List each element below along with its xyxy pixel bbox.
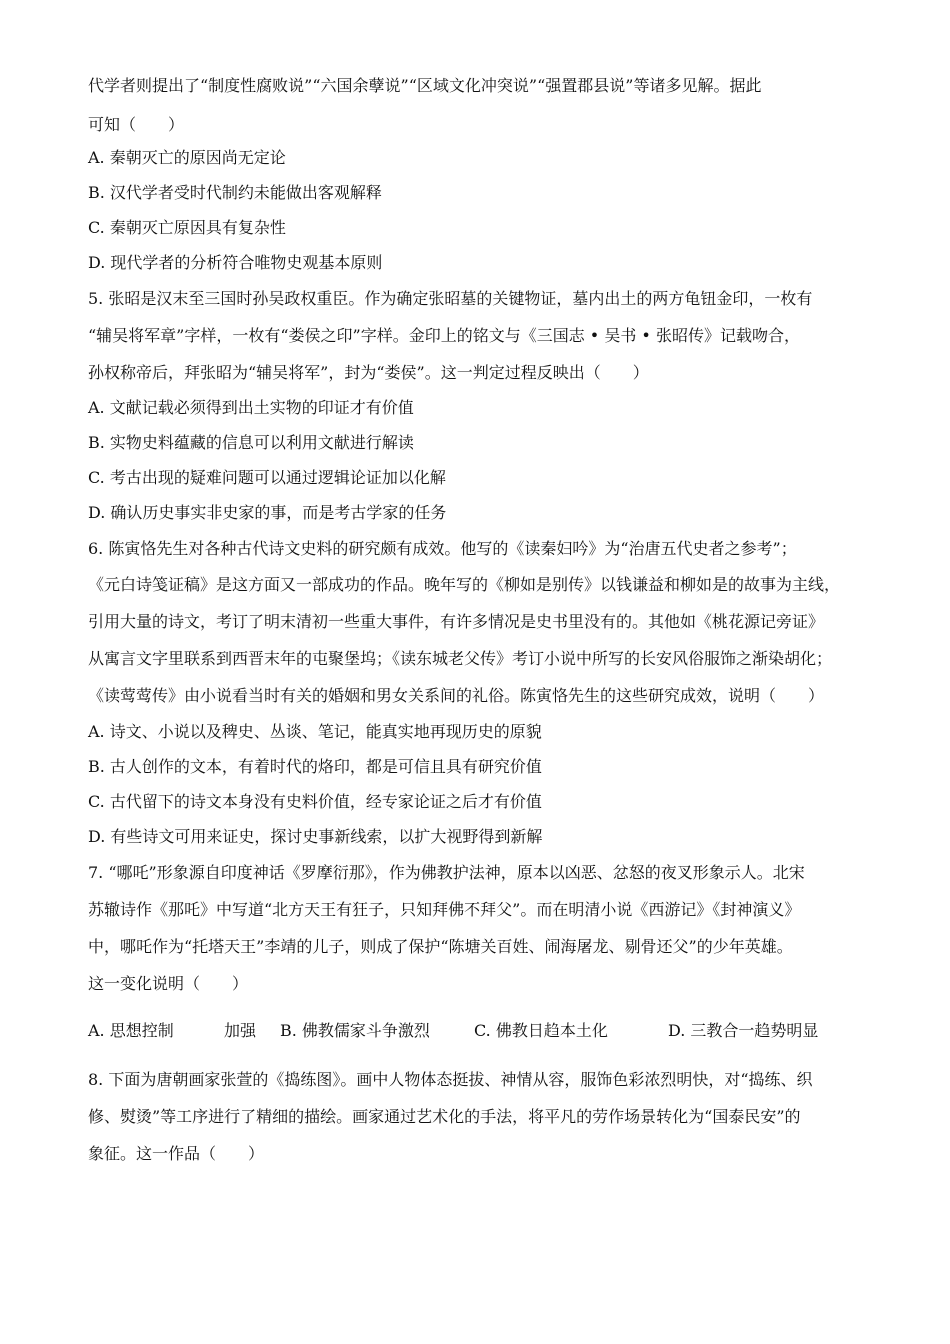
q5-stem-line-2: “辅吴将军章”字样，一枚有“娄侯之印”字样。金印上的铭文与《三国志 • 吴书 • 张昭传》记载吻合， <box>88 326 800 345</box>
q6-option-b: B. 古人创作的文本，有着时代的烙印，都是可信且具有研究价值 <box>88 757 542 776</box>
q7-option-a-tail: 加强 <box>224 1021 257 1040</box>
q7-option-b: B. 佛教儒家斗争激烈 <box>280 1021 430 1040</box>
q7-stem-line-3: 中，哪吒作为“托塔天王”李靖的儿子，则成了保护“陈塘关百姓、闹海屠龙、剔骨还父”的少年英雄。 <box>88 937 793 956</box>
q5-stem-line-1: 5. 张昭是汉末至三国时孙吴政权重臣。作为确定张昭墓的关键物证，墓内出土的两方龟钮金印，一枚有 <box>88 289 813 308</box>
q8-stem-line-1: 8. 下面为唐朝画家张萱的《捣练图》。画中人物体态挺拔、神情从容，服饰色彩浓烈明快，对“捣练、织 <box>88 1070 813 1089</box>
q6-stem-line-1: 6. 陈寅恪先生对各种古代诗文史料的研究颇有成效。他写的《读秦妇吟》为“治唐五代史者之参考”； <box>88 539 797 558</box>
q7-stem-line-1: 7. “哪吒”形象源自印度神话《罗摩衍那》，作为佛教护法神，原本以凶恶、忿怒的夜叉形象示人。北宋 <box>88 863 805 882</box>
q6-stem-line-2: 《元白诗笺证稿》是这方面又一部成功的作品。晚年写的《柳如是别传》以钱谦益和柳如是的故事为主线， <box>88 575 841 594</box>
q8-stem-line-2: 修、熨烫”等工序进行了精细的描绘。画家通过艺术化的手法，将平凡的劳作场景转化为“国泰民安”的 <box>88 1107 801 1126</box>
q7-option-d: D. 三教合一趋势明显 <box>668 1021 819 1040</box>
q4-option-a: A. 秦朝灭亡的原因尚无定论 <box>88 148 286 167</box>
q4-stem-line-1: 代学者则提出了“制度性腐败说”“六国余孽说”“区域文化冲突说”“强置郡县说”等诸多见解。据此 <box>88 76 762 95</box>
q6-option-a: A. 诗文、小说以及稗史、丛谈、笔记，能真实地再现历史的原貌 <box>88 722 542 741</box>
q5-stem-line-3: 孙权称帝后，拜张昭为“辅吴将军”，封为“娄侯”。这一判定过程反映出（ ） <box>88 363 649 382</box>
q5-option-d: D. 确认历史事实非史家的事，而是考古学家的任务 <box>88 503 447 522</box>
q6-stem-line-3: 引用大量的诗文，考订了明末清初一些重大事件，有许多情况是史书里没有的。其他如《桃花源记旁证》 <box>88 612 825 631</box>
q4-option-c: C. 秦朝灭亡原因具有复杂性 <box>88 218 286 237</box>
q7-option-c: C. 佛教日趋本土化 <box>474 1021 608 1040</box>
q7-option-a: A. 思想控制 <box>88 1021 174 1040</box>
q4-stem-line-2: 可知（ ） <box>88 115 185 134</box>
q5-option-b: B. 实物史料蕴藏的信息可以利用文献进行解读 <box>88 433 414 452</box>
q6-stem-line-4: 从寓言文字里联系到西晋末年的屯聚堡坞；《读东城老父传》考订小说中所写的长安风俗服饰之渐染胡化； <box>88 649 833 668</box>
q6-option-d: D. 有些诗文可用来证史，探讨史事新线索，以扩大视野得到新解 <box>88 827 543 846</box>
q6-stem-line-5: 《读莺莺传》由小说看当时有关的婚姻和男女关系间的礼俗。陈寅恪先生的这些研究成效，说明（ ） <box>88 686 825 705</box>
q5-option-a: A. 文献记载必须得到出土实物的印证才有价值 <box>88 398 414 417</box>
q7-stem-line-4: 这一变化说明（ ） <box>88 974 249 993</box>
q4-option-d: D. 现代学者的分析符合唯物史观基本原则 <box>88 253 383 272</box>
q5-option-c: C. 考古出现的疑难问题可以通过逻辑论证加以化解 <box>88 468 446 487</box>
q8-stem-line-3: 象征。这一作品（ ） <box>88 1144 265 1163</box>
q7-stem-line-2: 苏辙诗作《那吒》中写道“北方天王有狂子，只知拜佛不拜父”。而在明清小说《西游记》《封神演义》 <box>88 900 801 919</box>
q6-option-c: C. 古代留下的诗文本身没有史料价值，经专家论证之后才有价值 <box>88 792 542 811</box>
q4-option-b: B. 汉代学者受时代制约未能做出客观解释 <box>88 183 382 202</box>
